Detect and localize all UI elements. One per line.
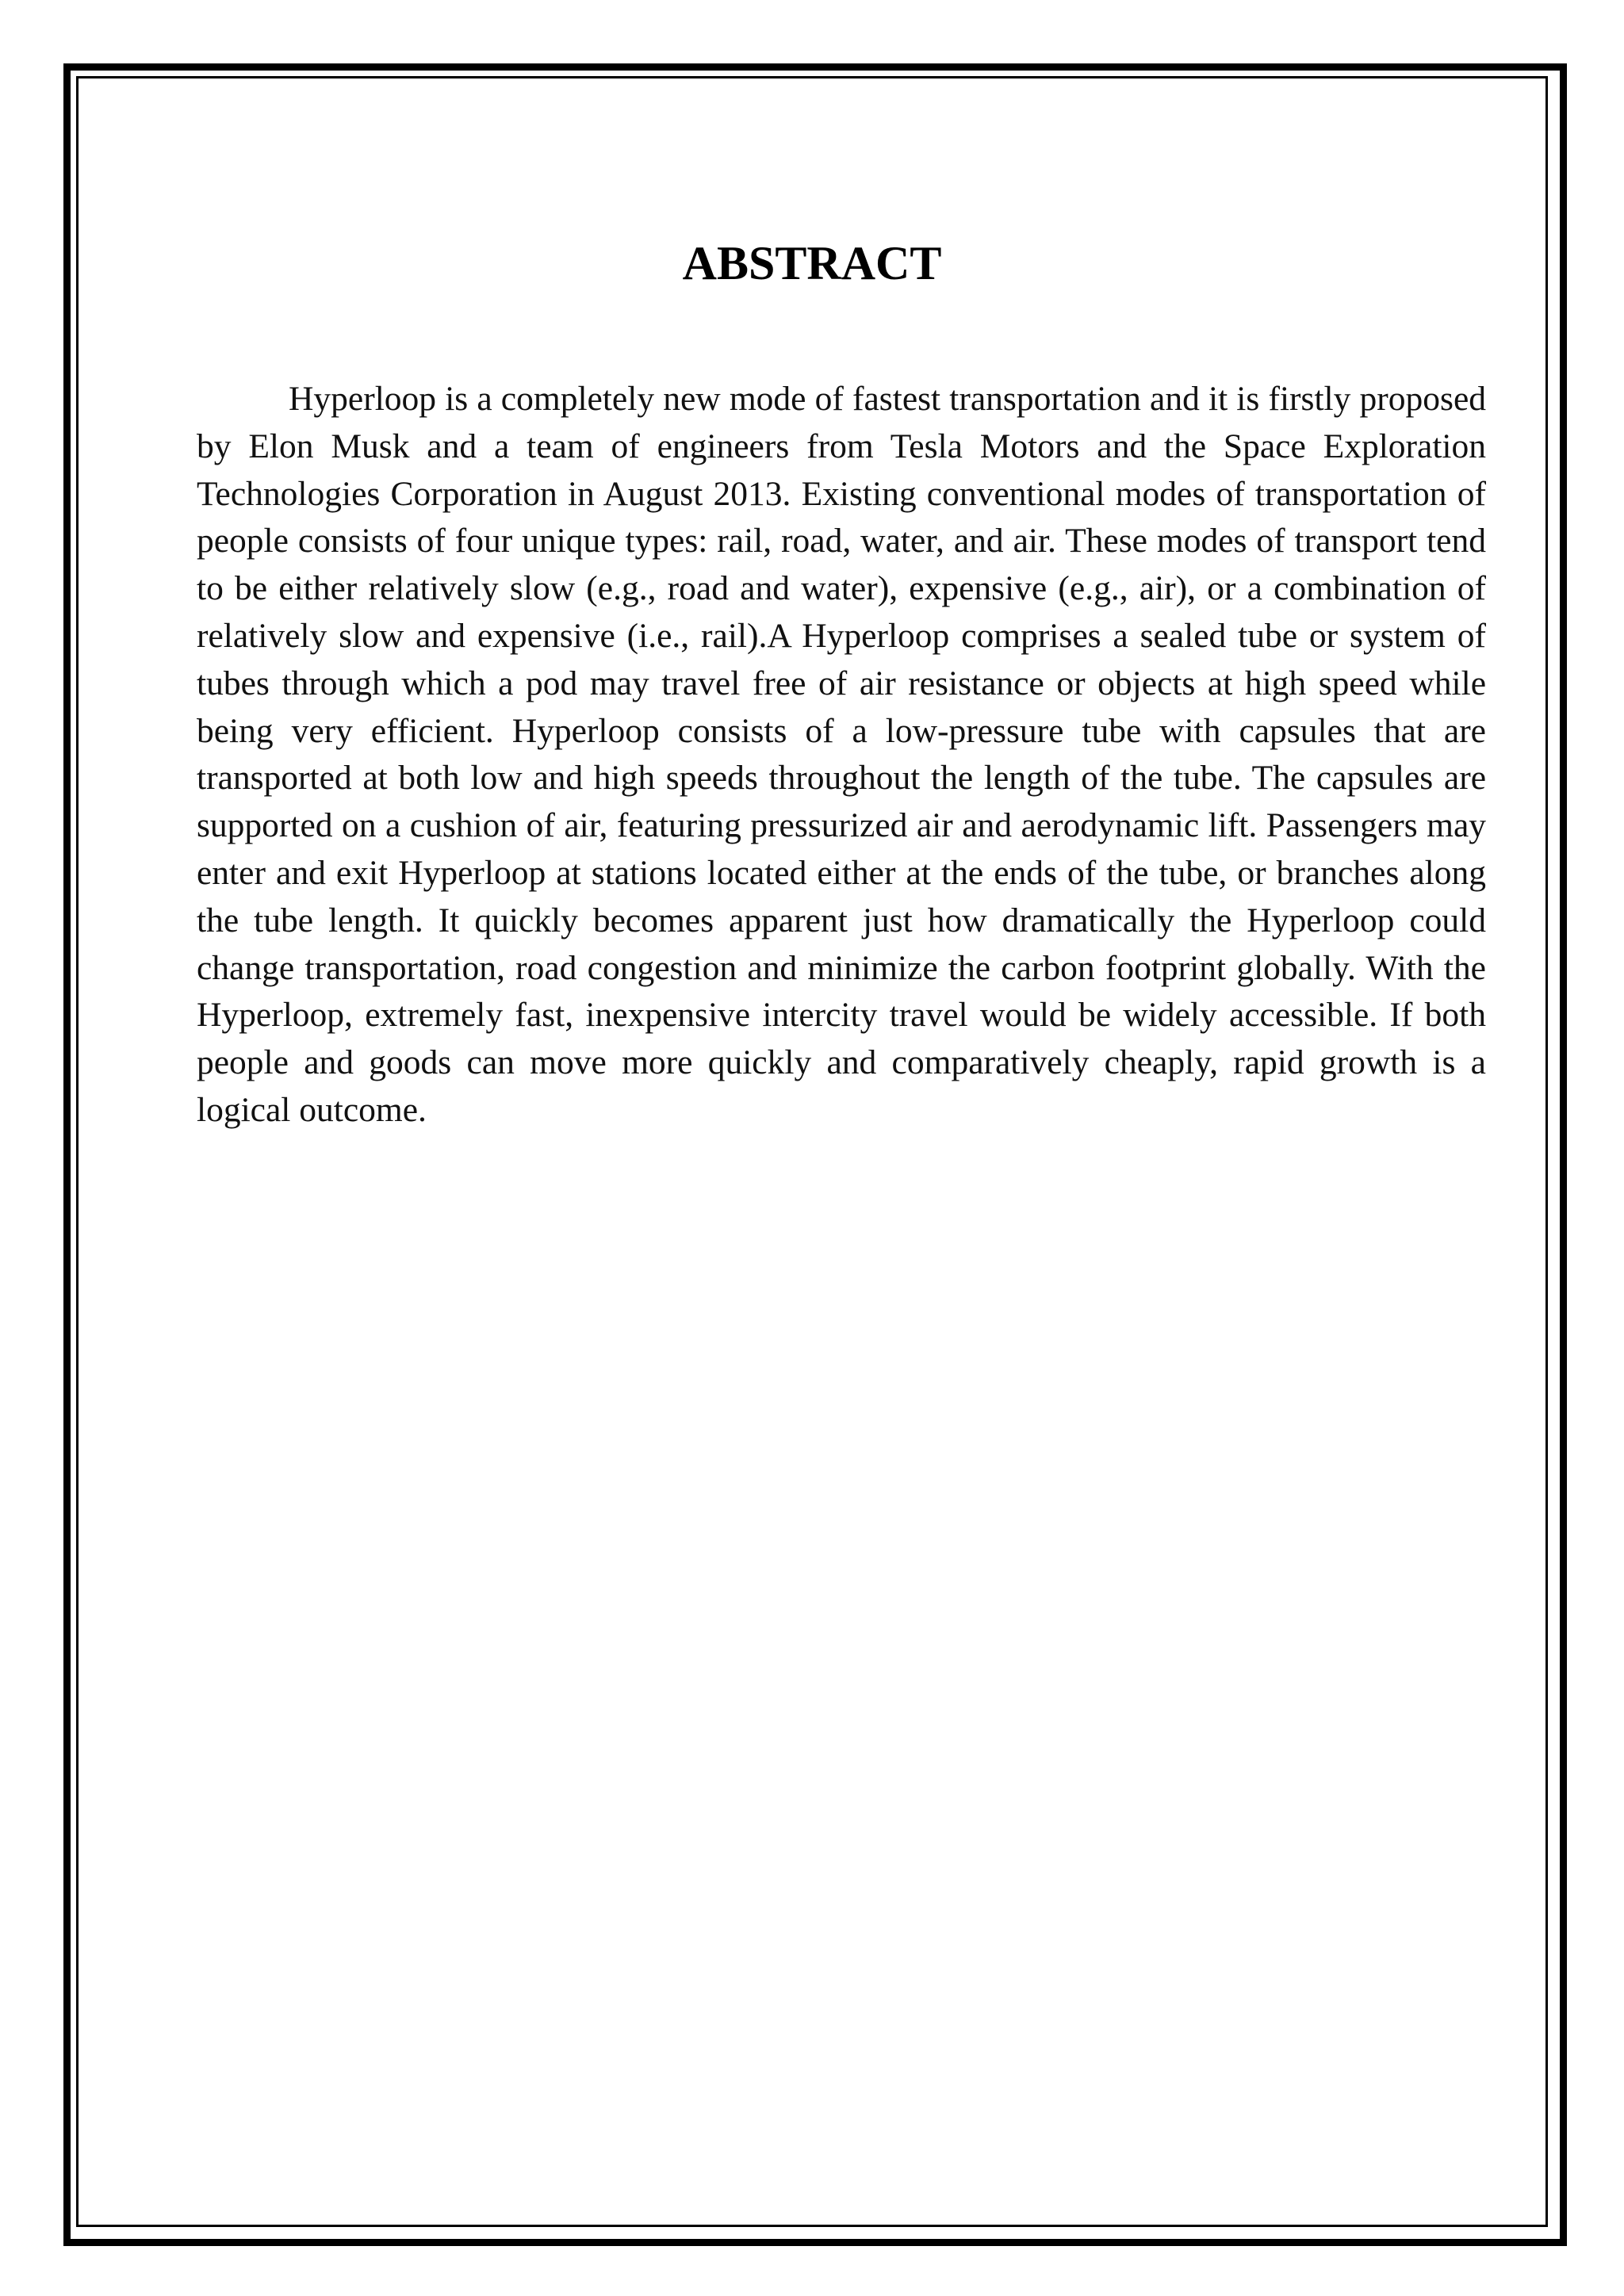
abstract-paragraph: Hyperloop is a completely new mode of fastest transportation and it is firstly proposed by Elon Musk and a team of engineers from Tesla Motors and the Space Exploration Technologies Corporation in August 2013. Existing conventional modes of transportation of people consists of four unique types: rail, road, water, and air. These modes of transport tend to be either relatively slow (e.g., road and water), expensive (e.g., air), or a combination of relatively slow and expensive (i.e., rail).A Hyperloop comprises a sealed tube or system of tubes through which a pod may travel free of air resistance or objects at high speed while being very efficient. Hyperloop consists of a low-pressure tube with capsules that are transported at both low and high speeds throughout the length of the tube. The capsules are supported on a cushion of air, featuring pressurized air and aerodynamic lift. Passengers may enter and exit Hyperloop at stations located either at the ends of the tube, or branches along the tube length. It quickly becomes apparent just how dramatically the Hyperloop could change transportation, road congestion and minimize the carbon footprint globally. With the Hyperloop, extremely fast, inexpensive intercity travel would be widely accessible. If both people and goods can move more quickly and comparatively cheaply, rapid growth is a logical outcome. (197, 380, 1486, 1129)
abstract-heading: ABSTRACT (682, 237, 942, 289)
